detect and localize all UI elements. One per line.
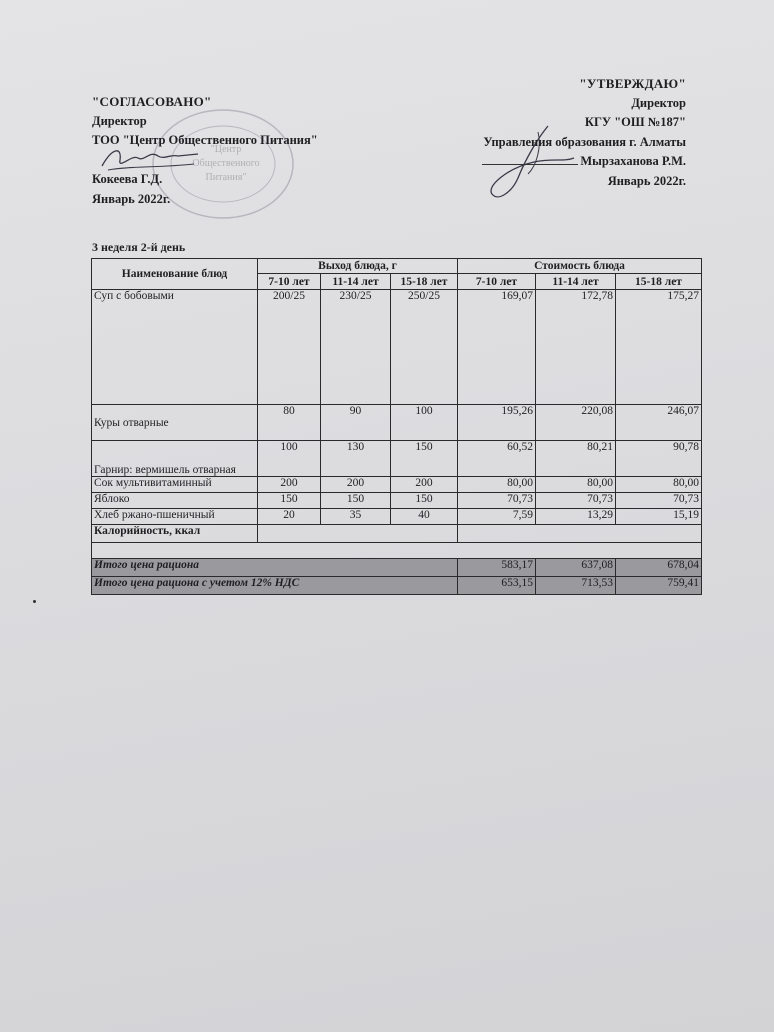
agreed-title: "СОГЛАСОВАНО" — [92, 94, 212, 109]
paper-mark — [33, 600, 36, 603]
table-row — [92, 477, 702, 493]
total-label: Итого цена рациона — [92, 559, 458, 577]
agreed-organization: ТОО "Центр Общественного Питания" — [92, 133, 318, 147]
cost-value: 70,73 — [458, 493, 536, 509]
output-value: 100 — [258, 441, 321, 477]
output-value: 100 — [391, 405, 458, 441]
table-row — [92, 493, 702, 509]
agreed-block — [92, 92, 318, 209]
table-row — [92, 405, 702, 441]
cost-value: 60,52 — [458, 441, 536, 477]
cost-value: 172,78 — [536, 290, 616, 405]
agreed-position: Директор — [92, 113, 147, 128]
output-value: 200/25 — [258, 290, 321, 405]
agreed-signature-space — [92, 151, 318, 171]
approve-department: Управления образования г. Алматы — [483, 134, 686, 149]
header-output-age-1: 7-10 лет — [258, 274, 321, 290]
cost-value: 70,73 — [536, 493, 616, 509]
week-day-label: 3 неделя 2-й день — [92, 240, 186, 254]
output-value: 80 — [258, 405, 321, 441]
output-value: 35 — [321, 509, 391, 525]
cost-value: 169,07 — [458, 290, 536, 405]
header-cost-age-3: 15-18 лет — [616, 274, 702, 290]
approve-position: Директор — [631, 95, 686, 110]
output-value: 230/25 — [321, 290, 391, 405]
dish-name: Гарнир: вермишель отварная — [92, 441, 258, 477]
total-vat-value: 713,53 — [536, 577, 616, 595]
calories-label: Калорийность, ккал — [92, 525, 258, 543]
header-cost-age-1: 7-10 лет — [458, 274, 536, 290]
approve-name-line — [386, 152, 686, 172]
total-vat-value: 759,41 — [616, 577, 702, 595]
cost-value: 80,00 — [616, 477, 702, 493]
header-dish-name: Наименование блюд — [92, 259, 258, 290]
calories-cost-empty — [458, 525, 702, 543]
output-value: 200 — [321, 477, 391, 493]
total-vat-label: Итого цена рациона с учетом 12% НДС — [92, 577, 458, 595]
agreed-name: Кокеева Г.Д. — [92, 172, 163, 186]
agreed-date: Январь 2022г. — [92, 191, 171, 206]
cost-value: 80,21 — [536, 441, 616, 477]
signature-underline — [482, 164, 578, 165]
output-value: 200 — [391, 477, 458, 493]
header-output-age-2: 11-14 лет — [321, 274, 391, 290]
output-value: 150 — [391, 441, 458, 477]
menu-table — [91, 258, 702, 595]
dish-name: Яблоко — [92, 493, 258, 509]
approve-school: КГУ "ОШ №187" — [584, 115, 686, 129]
total-vat-row — [92, 577, 702, 595]
output-value: 150 — [258, 493, 321, 509]
stamp-line-2: Общественного — [192, 158, 260, 169]
calories-output-empty — [258, 525, 458, 543]
spacer-cell — [92, 543, 702, 559]
output-value: 20 — [258, 509, 321, 525]
cost-value: 175,27 — [616, 290, 702, 405]
spacer-row — [92, 543, 702, 559]
dish-name: Куры отварные — [92, 405, 258, 441]
header-row-1 — [92, 259, 702, 274]
stamp-line-3: Питания" — [205, 172, 247, 183]
cost-value: 70,73 — [616, 493, 702, 509]
dish-name: Сок мультивитаминный — [92, 477, 258, 493]
header-cost-age-2: 11-14 лет — [536, 274, 616, 290]
cost-value: 80,00 — [458, 477, 536, 493]
stamp-line-1: "Центр — [210, 144, 242, 155]
calories-row — [92, 525, 702, 543]
cost-value: 195,26 — [458, 405, 536, 441]
output-value: 40 — [391, 509, 458, 525]
cost-value: 15,19 — [616, 509, 702, 525]
total-vat-value: 653,15 — [458, 577, 536, 595]
header-output: Выход блюда, г — [258, 259, 458, 274]
header-output-age-3: 15-18 лет — [391, 274, 458, 290]
approve-name: Мырзаханова Р.М. — [580, 154, 686, 168]
output-value: 150 — [391, 493, 458, 509]
cost-value: 7,59 — [458, 509, 536, 525]
output-value: 200 — [258, 477, 321, 493]
total-value: 637,08 — [536, 559, 616, 577]
output-value: 250/25 — [391, 290, 458, 405]
cost-value: 80,00 — [536, 477, 616, 493]
approve-date: Январь 2022г. — [607, 173, 686, 188]
table-row — [92, 290, 702, 405]
table-row — [92, 509, 702, 525]
cost-value: 13,29 — [536, 509, 616, 525]
total-value: 583,17 — [458, 559, 536, 577]
header-cost: Стоимость блюда — [458, 259, 702, 274]
total-row — [92, 559, 702, 577]
dish-name: Хлеб ржано-пшеничный — [92, 509, 258, 525]
cost-value: 220,08 — [536, 405, 616, 441]
cost-value: 246,07 — [616, 405, 702, 441]
table-row — [92, 441, 702, 477]
cost-value: 90,78 — [616, 441, 702, 477]
output-value: 90 — [321, 405, 391, 441]
dish-name: Суп с бобовыми — [92, 290, 258, 405]
output-value: 150 — [321, 493, 391, 509]
approve-block — [386, 74, 686, 191]
output-value: 130 — [321, 441, 391, 477]
total-value: 678,04 — [616, 559, 702, 577]
approve-title: "УТВЕРЖДАЮ" — [579, 76, 686, 91]
